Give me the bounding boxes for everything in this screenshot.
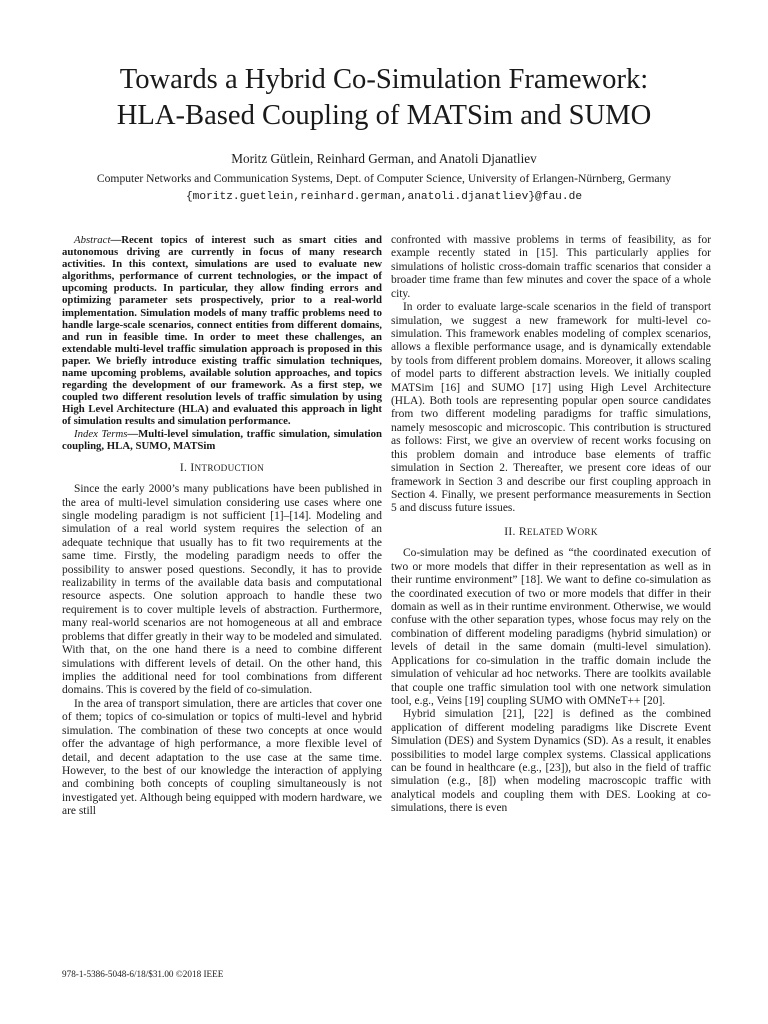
left-column	[62, 234, 382, 819]
right-column	[391, 234, 711, 816]
author-list: Moritz Gütlein, Reinhard German, and Anatoli Djanatliev	[231, 151, 537, 166]
section-1-paragraph-1: Since the early 2000’s many publications have been published in the area of multi-level simulation considering use cases where one single modeling paradigm is not sufficient [1]–[14]. Modeling and simulation of a real world system requires the selection of an adequate technique that usually has to fit two requirements at the same time. Firstly, the modeling paradigm needs to offer the possibility to answer posed questions. Secondly, it has to provide realizability in terms of the available data basis and computational resource aspects. One solution approach to handle these two requirement is to cover multiple levels of abstraction. Furthermore, many real-world scenarios are not homogeneous at all and embrace problems that differ greatly in their way to be modeled and simulated. With that, on the one hand there is a need to combine different simulations with different levels of detail. On the other hand, this implies the additional need for tool combinations from different domains. This is covered by the field of co-simulation.	[62, 483, 382, 697]
author-emails: {moritz.guetlein,reinhard.german,anatoli.djanatliev}@fau.de	[185, 191, 583, 203]
abstract-label: Abstract	[74, 234, 111, 246]
intro-paragraph-3: In order to evaluate large-scale scenarios in the field of transport simulation, we suggest a new framework for multi-level co-simulation. This framework enables modeling of complex scenarios, allows a flexible performance usage, and is dynamically extendable by tools from different problem domains. Moreover, it allows scaling of model parts to different abstraction levels. We initially coupled MATSim [16] and SUMO [17] using High Level Architecture (HLA). Both tools are representing popular open source candidates from two different modeling paradigms for traffic simulations, namely mesoscopic and microscopic. This contribution is structured as follows: First, we give an overview of recent works focusing on this problem domain and introduce base elements of traffic simulation in Section 2. Thereafter, we present core ideas of our framework in Section 3 and describe our first coupling approach in Section 4. Finally, we present performance measurements in Section 5 and discuss future issues.	[391, 301, 711, 515]
title-line-1: Towards a Hybrid Co-Simulation Framework:	[119, 64, 649, 95]
copyright-footer: 978-1-5386-5048-6/18/$31.00 ©2018 IEEE	[62, 969, 224, 979]
index-terms-label: Index Terms	[74, 427, 128, 440]
intro-continued-paragraph: confronted with massive problems in terms of feasibility, as for example recently stated in [15]. This particularly applies for simulations of holistic cross-domain traffic scenarios that consider a broader time frame than few minutes and cover the space of a whole city.	[391, 234, 711, 300]
index-terms-paragraph	[62, 428, 382, 452]
section-2-heading: II. RELATED WORK	[504, 525, 598, 538]
affiliation: Computer Networks and Communication Systems, Dept. of Computer Science, University of Erlangen-Nürnberg, Germany	[96, 172, 672, 185]
index-terms-text: —Multi-level simulation, traffic simulation, simulation coupling, HLA, SUMO, MATSim	[62, 427, 382, 452]
section-2-paragraph-1: Co-simulation may be defined as “the coordinated execution of two or more models that differ in their representation as well as in their runtime environment” [18]. We want to define co-simulation as the coordinated execution of two or more models that differ in their domain as well as in their runtime environment. Otherwise, we would confuse with the other separation types, whose focus may rely on the combination of different modeling paradigms (hybrid simulation) or levels of detail in the same domain (multi-level simulation). Applications for co-simulation in the traffic domain include the simulation of vehicular ad hoc networks. There are toolkits available that couple one traffic simulation tool with one network simulation tool, e.g., Veins [19] coupling SUMO with OMNeT++ [20].	[391, 547, 711, 707]
abstract-text: —Recent topics of interest such as smart cities and autonomous driving are currently in focus of many research activities. In this context, simulations are used to evaluate new algorithms, performance of current technologies, or the impact of upcoming products. In particular, they allow finding errors and optimizing parameter sets prospectively, prior to a real-world implementation. Simulation models of many traffic problems need to handle large-scale scenarios, connect entities from different domains, and run in feasible time. In order to meet these challenges, an extendable multi-level traffic simulation approach is proposed in this paper. We briefly introduce existing traffic simulation techniques, name upcoming problems, available solution approaches, and topics regarding the development of our framework. As a first step, we coupled two different resolution levels of traffic simulation by using High Level Architecture (HLA) and evaluated this approach in light of simulation results and simulation performance.	[62, 234, 382, 428]
paper-title	[40, 62, 728, 134]
section-1-heading: I. INTRODUCTION	[179, 461, 265, 474]
abstract-paragraph	[62, 234, 382, 428]
abstract	[62, 234, 382, 452]
section-2-paragraph-2: Hybrid simulation [21], [22] is defined as the combined application of different modeling paradigms like Discrete Event Simulation (DES) and System Dynamics (SD). As a result, it enables possibilities to model large complex systems. Classical applications can be found in healthcare (e.g., [23]), but also in the field of traffic simulation (e.g., [8]) when modeling macroscopic traffic with analytical models and coupling them with DES. Looking at co-simulations, there is even	[391, 708, 711, 815]
section-1-paragraph-2: In the area of transport simulation, there are articles that cover one of them; topics of co-simulation or topics of multi-level and hybrid simulation. The combination of these two concepts at once would offer the advantage of high performance, a more flexible level of detail, and decent adaptation to the use case at the same time. However, to the best of our knowledge the interaction of applying and combining both concepts of coupling simultaneously is not investigated yet. Although being equipped with modern hardware, we are still	[62, 697, 382, 818]
title-line-2: HLA-Based Coupling of MATSim and SUMO	[116, 100, 652, 131]
